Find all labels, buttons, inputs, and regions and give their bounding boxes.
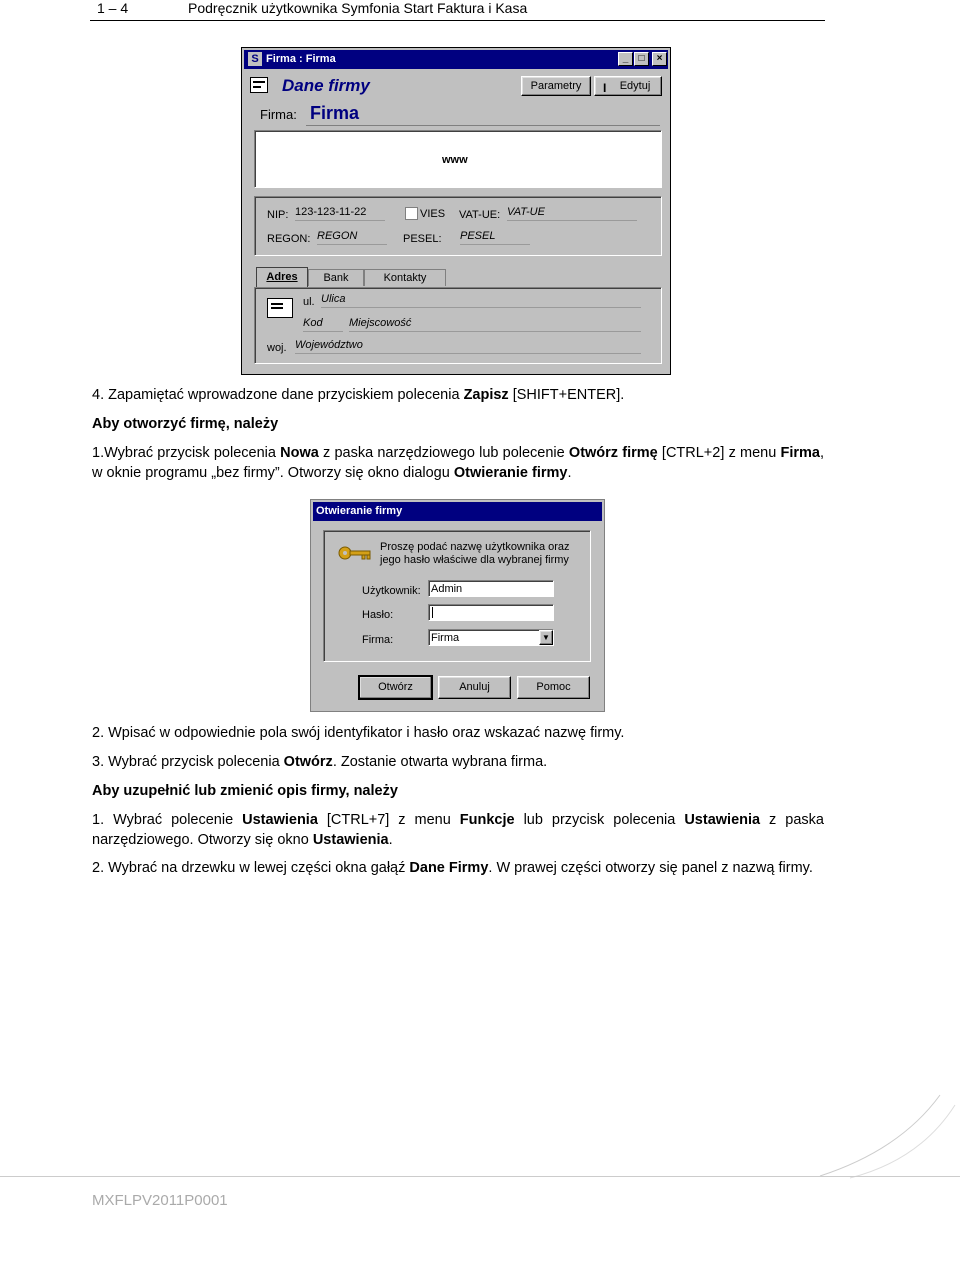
user-label: Użytkownik: [362,585,421,597]
open-firm-dialog [310,499,605,712]
document-title: Podręcznik użytkownika Symfonia Start Faktura i Kasa [188,0,528,16]
edit-firm-heading: Aby uzupełnić lub zmienić opis firmy, należy [92,783,398,799]
firma-window-titlebar[interactable] [244,50,668,69]
vies-checkbox[interactable] [405,207,418,220]
dane-firmy-heading: Dane firmy [282,76,370,95]
edit-step-2: 2. Wybrać na drzewku w lewej części okna gałąź Dane Firmy. W prawej części otworzy się panel z nazwą firmy. [92,860,813,876]
open-step-1: 1.Wybrać przycisk polecenia Nowa z paska narzędziowego lub polecenie Otwórz firmę [CTRL+2] z menu Firma, w oknie programu „bez firmy”. Otworzy się okno dialogu Otwieranie firmy. [92,445,825,481]
tab-bank[interactable]: Bank [308,269,364,286]
footer-code: MXFLPV2011P0001 [92,1192,228,1209]
address-card-icon [267,298,293,318]
vatue-label: VAT-UE: [459,209,501,221]
header-divider [90,20,825,21]
tab-kontakty[interactable]: Kontakty [364,269,446,286]
cancel-button[interactable]: Anuluj [438,676,511,699]
open-firm-title: Otwieranie firmy [316,505,403,517]
close-icon[interactable]: × [652,52,667,66]
edytuj-button-label: Edytuj [619,80,651,92]
password-input[interactable] [428,604,554,621]
login-message: Proszę podać nazwę użytkownika oraz jego hasło właściwe dla wybranej firmy [380,541,570,566]
firma-name: Firma [310,103,360,123]
open-step-2: 2. Wpisać w odpowiednie pola swój identyfikator i hasło oraz wskazać nazwę firmy. [92,725,625,741]
open-firm-titlebar[interactable] [313,502,602,521]
vatue-field[interactable]: VAT-UE [507,206,637,221]
pesel-label: PESEL: [403,233,442,245]
miejscowosc-field[interactable]: Miejscowość [349,317,641,332]
edytuj-button[interactable] [594,76,662,96]
tab-adres[interactable]: Adres [256,267,308,288]
kod-field[interactable]: Kod [303,317,343,332]
edit-step-1: 1. Wybrać polecenie Ustawienia [CTRL+7] z menu Funkcje lub przycisk polecenia Ustawienia z paska narzędziowego. Otworzy się okno Ustawienia. [92,812,824,848]
minimize-icon[interactable]: _ [618,52,633,66]
regon-field[interactable]: REGON [317,230,387,245]
chevron-down-icon[interactable]: ▼ [539,630,553,645]
parametry-button[interactable]: Parametry [521,76,591,96]
nip-field[interactable]: 123-123-11-22 [295,206,385,221]
woj-label: woj. [267,342,287,354]
adres-panel [254,287,662,364]
open-step-3: 3. Wybrać przycisk polecenia Otwórz. Zostanie otwarta wybrana firma. [92,754,548,770]
password-label: Hasło: [362,609,394,621]
vies-label: VIES [420,208,446,220]
firma-select-label: Firma: [362,634,394,646]
app-icon: S [248,52,262,66]
maximize-icon[interactable]: □ [634,52,649,66]
nip-label: NIP: [267,209,289,221]
key-icon [338,545,372,559]
firma-underline [306,125,660,126]
firma-window-title: Firma : Firma [266,53,336,65]
login-group [323,530,591,662]
open-firm-heading: Aby otworzyć firmę, należy [92,416,279,432]
footer-divider [0,1176,960,1177]
firma-select[interactable] [428,629,554,646]
user-input[interactable]: Admin [428,580,554,597]
page-number: 1 – 4 [97,0,129,16]
www-text: www [442,154,468,166]
pesel-field[interactable]: PESEL [460,230,530,245]
ulica-field[interactable]: Ulica [321,293,641,308]
step-4: 4. Zapamiętać wprowadzone dane przyciskiem polecenia Zapisz [SHIFT+ENTER]. [92,387,625,403]
help-button[interactable]: Pomoc [517,676,590,699]
footer-decoration [780,1090,960,1180]
firma-select-value: Firma [431,632,460,644]
open-button[interactable]: Otwórz [359,676,432,699]
wojewodztwo-field[interactable]: Województwo [295,339,641,354]
identifiers-group [254,196,662,256]
regon-label: REGON: [267,233,311,245]
card-icon [250,77,268,93]
text-cursor-icon: I [603,81,607,95]
firma-label: Firma: [260,107,297,122]
www-box [254,130,662,188]
ul-label: ul. [303,296,315,308]
firma-window [241,47,671,375]
